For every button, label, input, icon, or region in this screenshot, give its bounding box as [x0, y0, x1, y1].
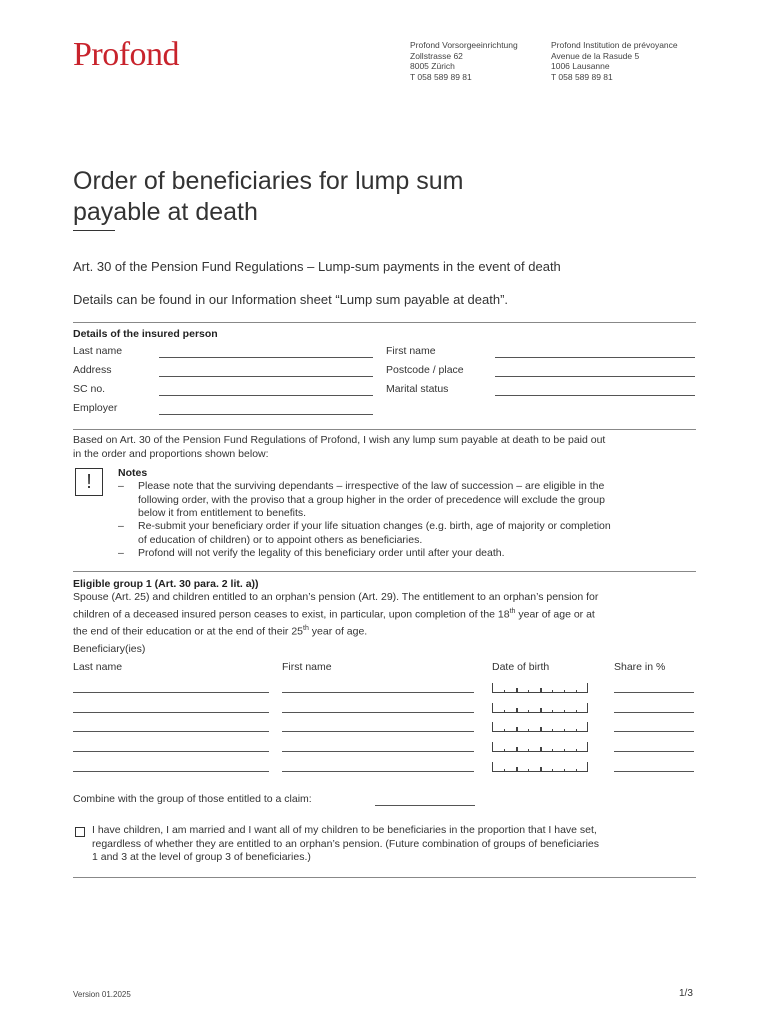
intro-text	[73, 434, 703, 461]
beneficiary-last-name-field[interactable]	[73, 771, 269, 772]
dash: –	[118, 480, 124, 492]
note-line: below it from entitlement to benefits.	[138, 507, 307, 519]
combine-group-field[interactable]	[375, 805, 475, 806]
note-line: Profond will not verify the legality of this beneficiary order until after your death.	[138, 547, 505, 559]
beneficiary-share-field[interactable]	[614, 731, 694, 732]
postcode-label: Postcode / place	[386, 364, 464, 376]
beneficiary-first-name-field[interactable]	[282, 712, 474, 713]
employer-field[interactable]	[159, 414, 373, 415]
dash: –	[118, 547, 124, 559]
col-first-name: First name	[282, 661, 332, 673]
group1-line: Spouse (Art. 25) and children entitled to an orphan’s pension (Art. 29). The entitlement to an orphan’s pension for	[73, 591, 599, 603]
group1-line: children of a deceased insured person ceases to exist, in particular, upon completion of the 18th year of age or at	[73, 607, 595, 620]
checkbox-line: I have children, I am married and I want all of my children to be beneficiaries in the proportion that I have set,	[92, 824, 597, 836]
address-line: Zollstrasse 62	[410, 50, 463, 61]
beneficiary-date-of-birth-field[interactable]	[492, 703, 588, 713]
dash: –	[118, 520, 124, 532]
address-line: Profond Vorsorgeeinrichtung	[410, 40, 518, 50]
address-line: 8005 Zürich	[410, 61, 455, 71]
address-line: Avenue de la Rasude 5	[551, 50, 640, 61]
note-line: Please note that the surviving dependants – irrespective of the law of succession – are eligible in the	[138, 480, 605, 492]
first-name-field[interactable]	[495, 357, 695, 358]
notes-title: Notes	[118, 467, 148, 479]
checkbox-line: 1 and 3 at the level of group 3 of beneficiaries.)	[92, 851, 311, 863]
sc-no-field[interactable]	[159, 395, 373, 396]
marital-status-label: Marital status	[386, 383, 449, 395]
intro-line: Based on Art. 30 of the Pension Fund Regulations of Profond, I wish any lump sum payable at death to be paid out	[73, 434, 606, 446]
marital-status-field[interactable]	[495, 395, 695, 396]
page-title	[73, 166, 593, 228]
beneficiary-date-of-birth-field[interactable]	[492, 722, 588, 732]
beneficiary-last-name-field[interactable]	[73, 712, 269, 713]
group1-text	[73, 591, 703, 639]
title-line: Order of beneficiaries for lump sum	[73, 167, 464, 195]
beneficiary-share-field[interactable]	[614, 692, 694, 693]
divider	[73, 429, 696, 430]
beneficiary-first-name-field[interactable]	[282, 751, 474, 752]
profond-logo: Profond	[73, 36, 180, 73]
address-de	[410, 40, 518, 82]
note-item	[118, 480, 698, 521]
beneficiary-first-name-field[interactable]	[282, 771, 474, 772]
children-checkbox[interactable]	[75, 827, 85, 837]
col-last-name: Last name	[73, 661, 123, 673]
warning-icon: !	[75, 468, 103, 496]
group1-line: the end of their education or at the end of their 25th year of age.	[73, 624, 368, 637]
address-line: T 058 589 89 81	[410, 71, 472, 82]
group1-heading: Eligible group 1 (Art. 30 para. 2 lit. a))	[73, 578, 259, 590]
combine-label: Combine with the group of those entitled to a claim:	[73, 793, 312, 805]
intro-line: in the order and proportions shown below:	[73, 447, 269, 460]
checkbox-line: regardless of whether they are entitled to an orphan’s pension. (Future combination of groups of beneficiaries	[92, 837, 600, 850]
col-date-of-birth: Date of birth	[492, 661, 550, 673]
address-line: 1006 Lausanne	[551, 61, 610, 71]
beneficiary-last-name-field[interactable]	[73, 751, 269, 752]
first-name-label: First name	[386, 345, 436, 357]
beneficiary-date-of-birth-field[interactable]	[492, 742, 588, 752]
note-line: of education of children) or to appoint others as beneficiaries.	[138, 533, 423, 546]
col-share: Share in %	[614, 661, 666, 673]
beneficiary-first-name-field[interactable]	[282, 731, 474, 732]
address-fr	[551, 40, 678, 82]
beneficiary-date-of-birth-field[interactable]	[492, 683, 588, 693]
divider	[73, 571, 696, 572]
version-label: Version 01.2025	[73, 990, 131, 999]
insured-heading: Details of the insured person	[73, 328, 218, 340]
beneficiary-share-field[interactable]	[614, 771, 694, 772]
employer-label: Employer	[73, 402, 118, 414]
address-line: Profond Institution de prévoyance	[551, 40, 678, 50]
details-text: Details can be found in our Information sheet “Lump sum payable at death”.	[73, 292, 509, 307]
address-label: Address	[73, 364, 112, 376]
sc-no-label: SC no.	[73, 383, 106, 395]
beneficiary-share-field[interactable]	[614, 712, 694, 713]
beneficiary-last-name-field[interactable]	[73, 692, 269, 693]
divider	[73, 322, 696, 323]
beneficiary-share-field[interactable]	[614, 751, 694, 752]
address-field[interactable]	[159, 376, 373, 377]
last-name-label: Last name	[73, 345, 123, 357]
title-underline	[73, 230, 115, 231]
title-line: payable at death	[73, 198, 258, 226]
note-line: following order, with the proviso that a group higher in the order of precedence will exclude the group	[138, 493, 605, 506]
page-number: 1/3	[679, 988, 693, 999]
beneficiaries-label: Beneficiary(ies)	[73, 643, 146, 655]
address-line: T 058 589 89 81	[551, 71, 613, 82]
note-item	[118, 547, 698, 561]
beneficiary-first-name-field[interactable]	[282, 692, 474, 693]
beneficiary-date-of-birth-field[interactable]	[492, 762, 588, 772]
subtitle: Art. 30 of the Pension Fund Regulations – Lump-sum payments in the event of death	[73, 259, 561, 274]
beneficiary-last-name-field[interactable]	[73, 731, 269, 732]
last-name-field[interactable]	[159, 357, 373, 358]
postcode-field[interactable]	[495, 376, 695, 377]
note-line: Re-submit your beneficiary order if your life situation changes (e.g. birth, age of majority or completion	[138, 520, 611, 532]
note-item	[118, 520, 698, 548]
divider	[73, 877, 696, 878]
checkbox-text	[92, 824, 702, 865]
